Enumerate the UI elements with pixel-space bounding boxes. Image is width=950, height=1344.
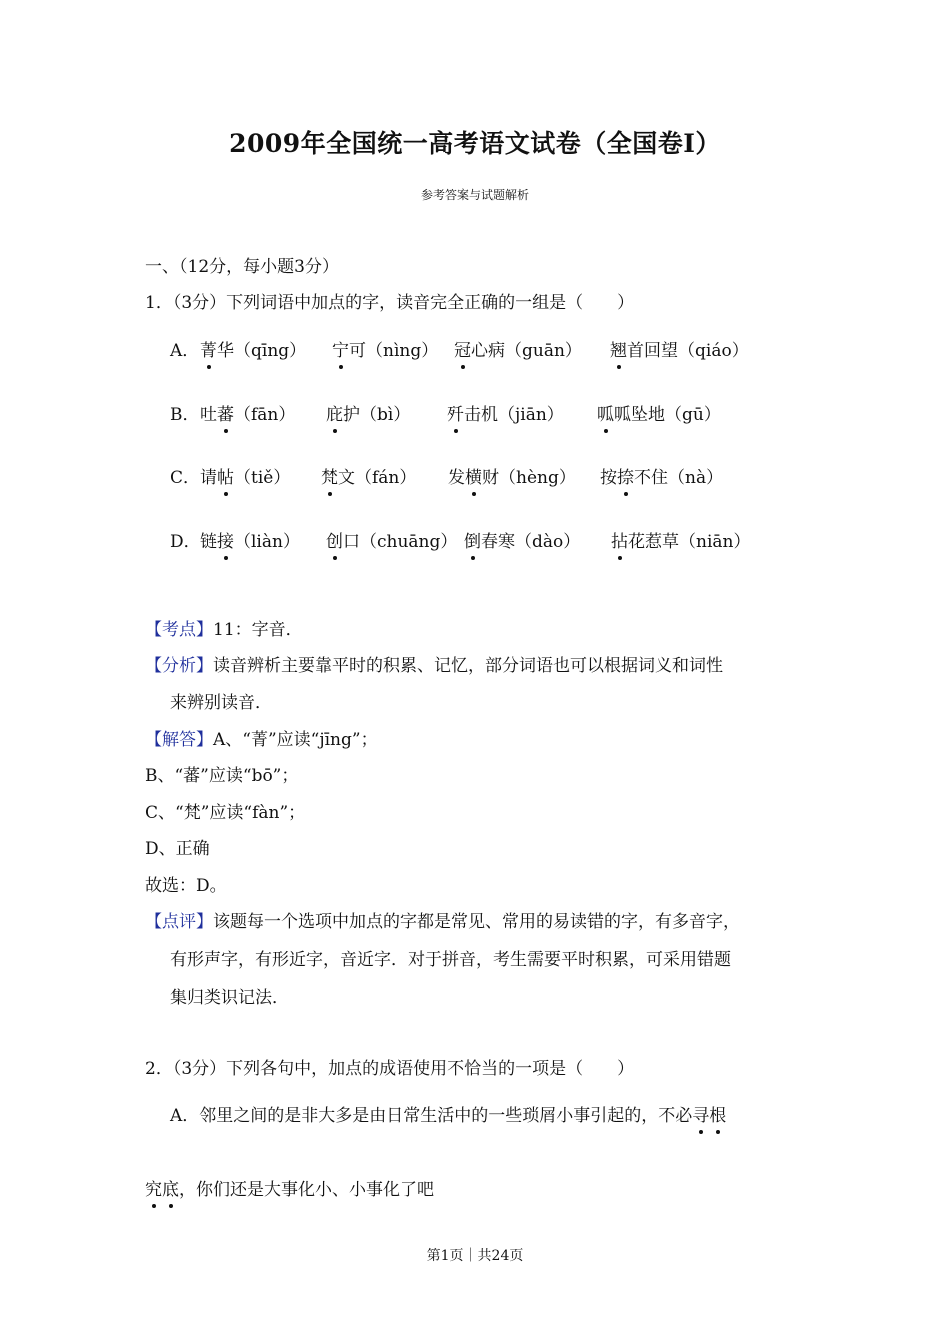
dotted-char: 呱 [597, 400, 614, 425]
q1-option-d-item-2: 创口（chuāng） [326, 527, 457, 552]
q1-option-b-item-3: 歼击机（jiān） [447, 400, 564, 425]
dotted-char: 翘 [610, 336, 627, 361]
dotted-char: 究 [145, 1175, 162, 1200]
dotted-char: 捺 [617, 463, 634, 488]
question-1-stem: 1．（3分）下列词语中加点的字，读音完全正确的一组是（ ） [145, 293, 635, 313]
dotted-char: 倒 [464, 527, 481, 552]
q1-option-c-item-3: 发横财（hèng） [448, 463, 576, 488]
q1-option-d-item-4: 拈花惹草（niān） [611, 527, 750, 552]
q1-option-a-item-1: 菁华（qīng） [200, 336, 306, 361]
fenxi-label: 【分析】 [145, 656, 213, 676]
dotted-char: 帖 [217, 463, 234, 488]
dotted-char: 底 [162, 1175, 179, 1200]
q1-jieda: 【解答】A、“菁”应读“jīng”； [145, 730, 378, 750]
q1-option-c-prefix: C． [170, 468, 201, 488]
q1-dianping-line-2: 有形声字，有形近字，音近字．对于拼音，考生需要平时积累，可采用错题 [170, 950, 731, 970]
q1-dianping: 【点评】该题每一个选项中加点的字都是常见、常用的易读错的字，有多音字， [145, 912, 740, 932]
q1-jieda-line-4: D、正确 [145, 839, 210, 859]
q1-option-c-item-1: 请帖（tiě） [200, 463, 290, 488]
q1-jieda-line-3: C、“梵”应读“fàn”； [145, 803, 306, 823]
q1-option-c-item-2: 梵文（fán） [321, 463, 416, 488]
kaodian-label: 【考点】 [145, 620, 213, 640]
section-heading: 一、（12分，每小题3分） [145, 257, 339, 277]
dianping-label: 【点评】 [145, 912, 213, 932]
q1-option-a-prefix: A． [170, 341, 200, 361]
dotted-char: 寻 [692, 1101, 709, 1126]
q1-jieda-line-5: 故选：D。 [145, 876, 227, 896]
dotted-char: 歼 [447, 400, 464, 425]
q1-option-b-prefix: B． [170, 405, 200, 425]
q1-option-d-prefix: D． [170, 532, 201, 552]
q1-kaodian: 【考点】11：字音． [145, 620, 303, 640]
dotted-char: 宁 [332, 336, 349, 361]
document-title: 2009年全国统一高考语文试卷（全国卷Ⅰ） [229, 129, 721, 158]
dotted-char: 根 [709, 1101, 726, 1126]
dotted-char: 菁 [200, 336, 217, 361]
q1-jieda-line-2: B、“蕃”应读“bō”； [145, 766, 299, 786]
dotted-char: 拈 [611, 527, 628, 552]
q1-option-b-item-2: 庇护（bì） [326, 400, 410, 425]
q1-option-c-item-4: 按捺不住（nà） [600, 463, 723, 488]
dotted-char: 横 [465, 463, 482, 488]
q1-fenxi: 【分析】读音辨析主要靠平时的积累、记忆，部分词语也可以根据词义和词性 [145, 656, 723, 676]
q2-option-a-line-2: 究底，你们还是大事化小、小事化了吧 [145, 1175, 434, 1200]
q1-option-d-item-1: 链接（liàn） [200, 527, 300, 552]
dotted-char: 梵 [321, 463, 338, 488]
page-footer: 第1页｜共24页 [426, 1248, 524, 1264]
dotted-char: 创 [326, 527, 343, 552]
q1-option-a-item-4: 翘首回望（qiáo） [610, 336, 749, 361]
dotted-char: 蕃 [217, 400, 234, 425]
dotted-char: 庇 [326, 400, 343, 425]
q1-option-a-item-3: 冠心病（guān） [454, 336, 582, 361]
question-2-stem: 2．（3分）下列各句中，加点的成语使用不恰当的一项是（ ） [145, 1059, 635, 1079]
q1-option-d-item-3: 倒春寒（dào） [464, 527, 580, 552]
q1-option-a-item-2: 宁可（nìng） [332, 336, 438, 361]
dotted-char: 接 [217, 527, 234, 552]
q2-option-a-line-1: A．邻里之间的是非大多是由日常生活中的一些琐屑小事引起的，不必寻根 [170, 1101, 726, 1126]
q1-dianping-line-3: 集归类识记法． [170, 988, 289, 1008]
q1-fenxi-cont: 来辨别读音． [170, 693, 272, 713]
document-subtitle: 参考答案与试题解析 [420, 188, 529, 202]
q1-option-b-item-4: 呱呱坠地（gū） [597, 400, 721, 425]
jieda-label: 【解答】 [145, 730, 213, 750]
q1-option-b-item-1: 吐蕃（fān） [200, 400, 295, 425]
dotted-char: 冠 [454, 336, 471, 361]
